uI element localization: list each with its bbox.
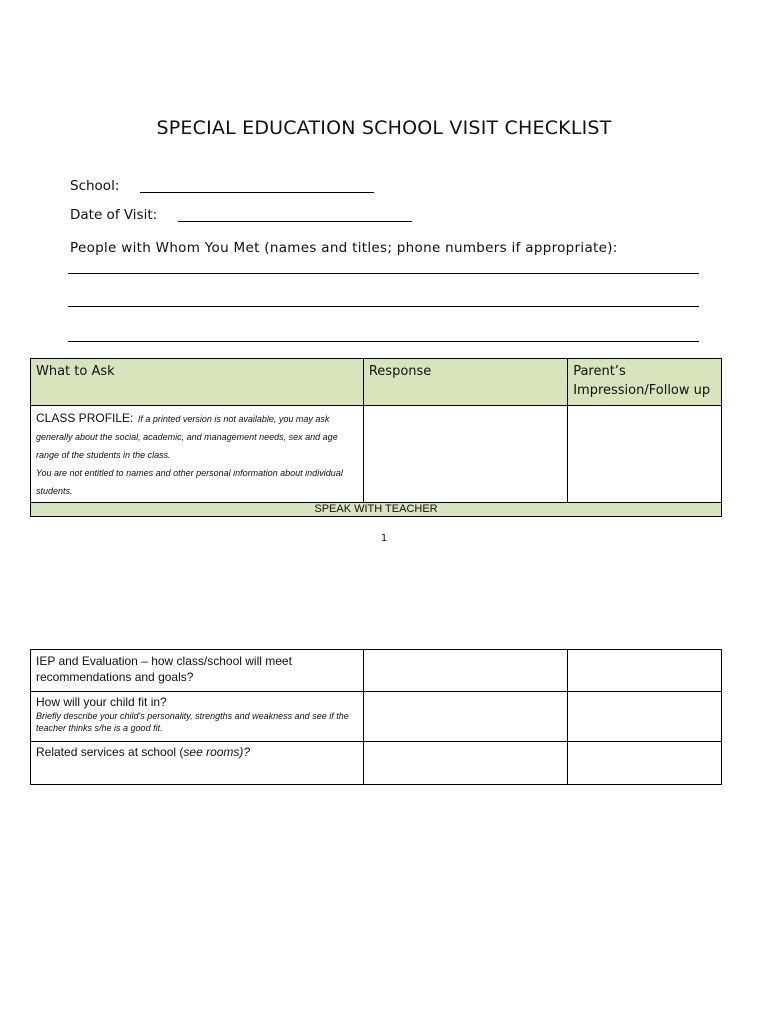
school-label: School: — [70, 178, 120, 194]
child-fit-label: How will your child fit in? — [36, 695, 167, 709]
date-of-visit-field[interactable] — [178, 221, 412, 222]
table-row-child-fit — [31, 692, 722, 742]
section-header-row — [31, 503, 722, 517]
people-met-line-3[interactable] — [68, 341, 699, 342]
related-services-text: Related services at school ( — [36, 745, 184, 759]
table-header-row — [31, 359, 722, 406]
iep-response-cell[interactable] — [363, 650, 567, 692]
class-profile-privacy-note: You are not entitled to names and other personal information about individual students. — [36, 468, 343, 496]
child-fit-note: Briefly describe your child's personality, strengths and weakness and see if the teacher thinks s/he is a good fit. — [36, 711, 349, 733]
class-profile-cell — [31, 406, 364, 503]
related-services-question-cell — [31, 742, 364, 785]
child-fit-impression-cell[interactable] — [568, 692, 722, 742]
class-profile-impression-cell[interactable] — [568, 406, 722, 503]
people-met-line-2[interactable] — [68, 306, 699, 307]
header-parent-impression: Parent’s Impression/Follow up — [568, 359, 722, 406]
related-services-impression-cell[interactable] — [568, 742, 722, 785]
table-row-iep — [31, 650, 722, 692]
checklist-table-2 — [30, 649, 722, 785]
child-fit-question-cell — [31, 692, 364, 742]
checklist-table-1 — [30, 358, 722, 517]
class-profile-text: If a printed version is not available, you may ask generally about the social, academic, and management needs, sex and age range of the students in the class. — [36, 414, 338, 460]
header-response: Response — [363, 359, 567, 406]
related-services-note: see rooms)? — [183, 745, 251, 759]
school-field[interactable] — [140, 192, 374, 193]
class-profile-label: CLASS PROFILE: — [36, 411, 134, 425]
date-of-visit-label: Date of Visit: — [70, 207, 158, 223]
related-services-response-cell[interactable] — [363, 742, 567, 785]
iep-question-cell: IEP and Evaluation – how class/school will meet recommendations and goals? — [31, 650, 364, 692]
iep-impression-cell[interactable] — [568, 650, 722, 692]
people-met-label: People with Whom You Met (names and titles; phone numbers if appropriate): — [70, 240, 618, 256]
page-number: 1 — [380, 533, 388, 544]
child-fit-response-cell[interactable] — [363, 692, 567, 742]
header-what-to-ask: What to Ask — [31, 359, 364, 406]
speak-with-teacher-section: SPEAK WITH TEACHER — [31, 503, 722, 517]
table-row-class-profile — [31, 406, 722, 503]
people-met-line-1[interactable] — [68, 273, 699, 274]
page-title: SPECIAL EDUCATION SCHOOL VISIT CHECKLIST — [156, 117, 612, 139]
class-profile-response-cell[interactable] — [363, 406, 567, 503]
table-row-related-services — [31, 742, 722, 785]
